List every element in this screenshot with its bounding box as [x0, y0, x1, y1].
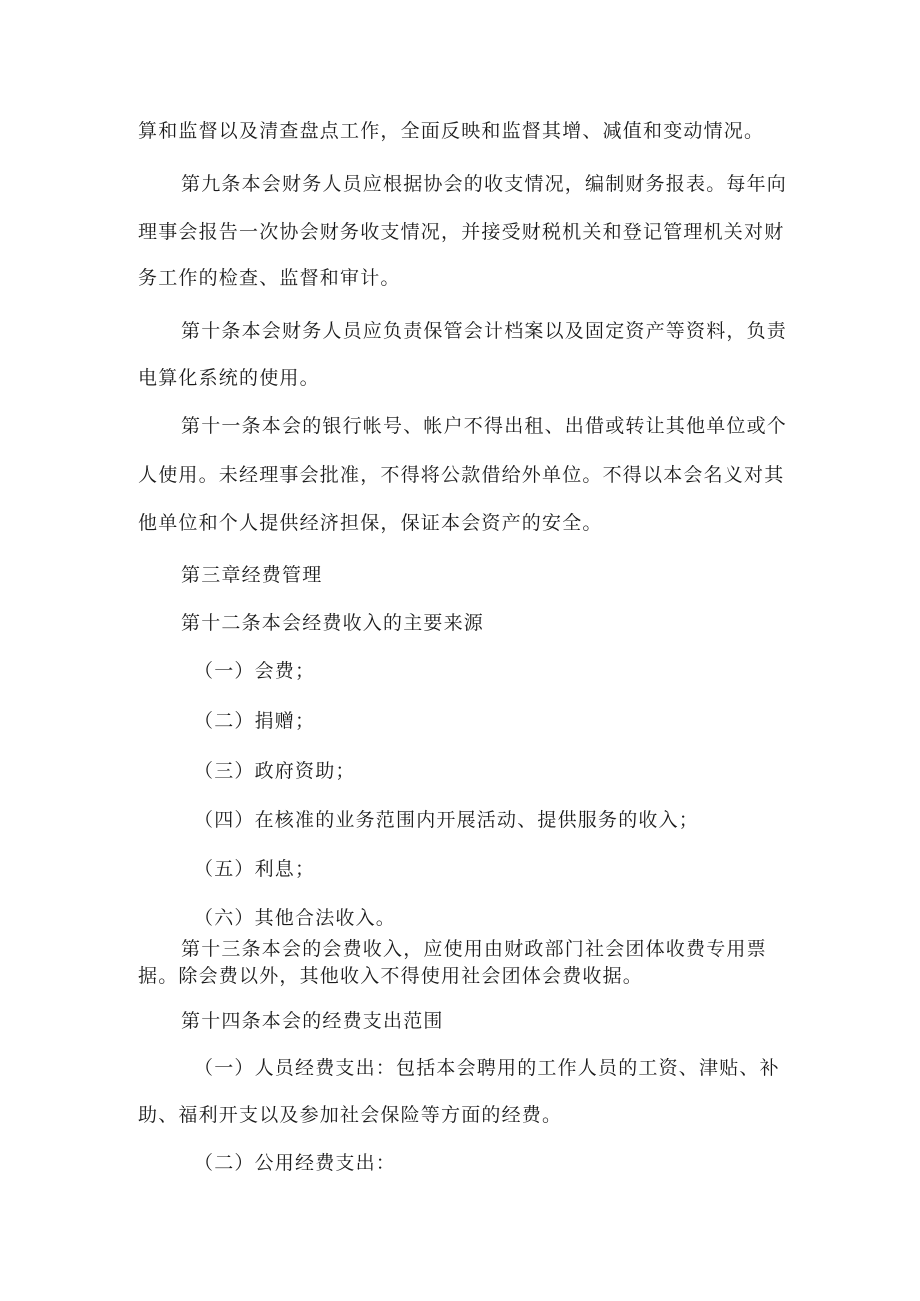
list-item: （二）捐赠；: [194, 710, 316, 732]
paragraph-line: 务工作的检查、监督和审计。: [138, 267, 401, 289]
list-item: （六）其他合法收入。: [194, 907, 397, 929]
paragraph-line: 第十三条本会的会费收入，应使用由财政部门社会团体收费专用票: [181, 938, 767, 960]
list-item: （四）在核准的业务范围内开展活动、提供服务的收入；: [194, 809, 700, 831]
paragraph-line: 电算化系统的使用。: [138, 367, 320, 389]
paragraph-line: 理事会报告一次协会财务收支情况，并接受财税机关和登记管理机关对财: [138, 221, 785, 243]
article-heading: 第十二条本会经费收入的主要来源: [181, 612, 485, 634]
list-item: （五）利息；: [194, 858, 316, 880]
list-item: （二）公用经费支出：: [194, 1152, 397, 1174]
chapter-heading: 第三章经费管理: [181, 564, 323, 586]
paragraph-line: 他单位和个人提供经济担保，保证本会资产的安全。: [138, 512, 603, 534]
paragraph-line: 据。除会费以外，其他收入不得使用社会团体会费收据。: [138, 965, 644, 987]
list-item: （一）人员经费支出：包括本会聘用的工作人员的工资、津贴、补: [194, 1057, 780, 1079]
paragraph-line: 人使用。未经理事会批准，不得将公款借给外单位。不得以本会名义对其: [138, 464, 785, 486]
paragraph-line: 第九条本会财务人员应根据协会的收支情况，编制财务报表。每年向: [181, 173, 788, 195]
paragraph-line: 第十条本会财务人员应负责保管会计档案以及固定资产等资料，负责: [181, 320, 788, 342]
paragraph-line: 算和监督以及清查盘点工作，全面反映和监督其增、减值和变动情况。: [138, 120, 765, 142]
paragraph-line: 第十一条本会的银行帐号、帐户不得出租、出借或转让其他单位或个: [181, 415, 788, 437]
list-item: （一）会费；: [194, 660, 316, 682]
article-heading: 第十四条本会的经费支出范围: [181, 1010, 444, 1032]
list-item: （三）政府资助；: [194, 760, 356, 782]
paragraph-line: 助、福利开支以及参加社会保险等方面的经费。: [138, 1104, 563, 1126]
